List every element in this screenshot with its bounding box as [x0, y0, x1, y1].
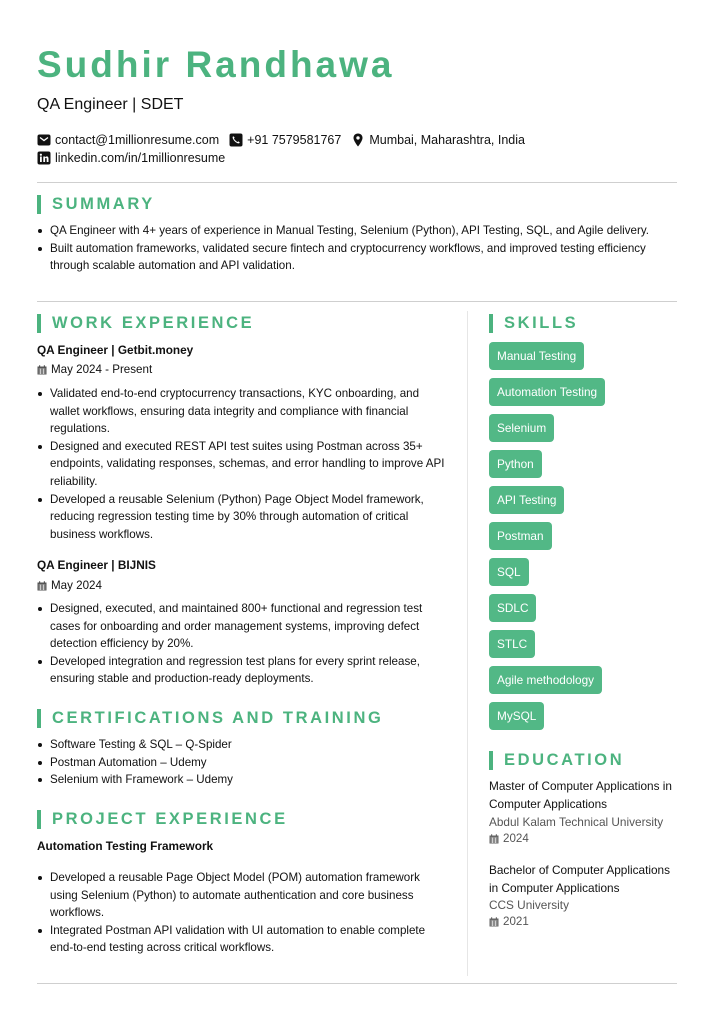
heading-accent-bar [489, 751, 493, 770]
certification-item: Selenium with Framework – Udemy [37, 771, 457, 789]
heading-accent-bar [37, 195, 41, 214]
bullet-line: regulations. [50, 422, 110, 436]
education-heading [489, 751, 624, 770]
education-year [489, 915, 529, 928]
job-date-text: May 2024 [51, 579, 102, 592]
contact-linkedin[interactable] [37, 151, 225, 165]
summary-line: Built automation frameworks, validated secure fintech and cryptocurrency workflows, and improved testing efficiency [50, 241, 646, 255]
column-divider [467, 311, 468, 976]
bullet-line: Developed a reusable Selenium (Python) Page Object Model framework, [50, 492, 424, 506]
certifications-list [37, 736, 457, 789]
bullet-line: wallet workflows, ensuring data integrity and compliance with financial [50, 404, 409, 418]
summary-bullet: QA Engineer with 4+ years of experience in Manual Testing, Selenium (Python), API Testing, SQL, and Agile delivery. [37, 222, 687, 240]
heading-accent-bar [37, 709, 41, 728]
heading-accent-bar [37, 314, 41, 333]
footer-divider [37, 983, 677, 984]
email-icon [37, 133, 51, 147]
bullet-line: Developed a reusable Page Object Model (POM) automation framework [50, 871, 420, 884]
contact-phone[interactable] [229, 133, 341, 147]
certifications-heading [37, 709, 383, 728]
certification-item: Postman Automation – Udemy [37, 754, 457, 772]
bullet-line: reliability. [50, 474, 98, 488]
degree-line: Master of Computer Applications in [489, 779, 672, 793]
bullet-line: end-to-end testing across critical workflows. [50, 941, 275, 955]
skill-tag: Agile methodology [489, 666, 602, 694]
phone-icon [229, 133, 243, 147]
skill-tag: API Testing [489, 486, 564, 514]
contact-row-2 [37, 151, 235, 165]
skill-tag: Automation Testing [489, 378, 605, 406]
summary-bullet [37, 240, 687, 275]
bullet-line: endpoints, validating responses, schemas, and error handling to improve API [50, 457, 445, 471]
contact-email[interactable] [37, 133, 219, 147]
bullet-line: business workflows. [50, 527, 154, 541]
bullet-line: reducing regression testing time by 30% through automation of critical [50, 510, 409, 524]
degree-line: Computer Applications [489, 796, 608, 811]
heading-accent-bar [37, 810, 41, 829]
skill-tag: SQL [489, 558, 529, 586]
skill-tag: Python [489, 450, 542, 478]
bullet-line: ensuring stable and production-ready deployments. [50, 672, 314, 686]
project-bullet [37, 869, 457, 922]
location-pin-icon [351, 133, 365, 147]
bullet-line: using Selenium (Python) to automate authentication and core business [50, 888, 414, 902]
project-name: Automation Testing Framework [37, 839, 214, 853]
location-text: Mumbai, Maharashtra, India [369, 133, 525, 147]
candidate-name: Sudhir Randhawa [37, 44, 395, 85]
degree-line: in Computer Applications [489, 880, 620, 895]
job-title: QA Engineer | Getbit.money [37, 343, 194, 357]
email-text: contact@1millionresume.com [55, 133, 220, 147]
education-year-text: 2024 [503, 832, 529, 845]
skill-tag: Manual Testing [489, 342, 584, 370]
job-date [37, 363, 152, 376]
skill-tag: MySQL [489, 702, 544, 730]
calendar-icon [489, 917, 499, 927]
linkedin-text: linkedin.com/in/1millionresume [55, 151, 226, 165]
education-degree [489, 862, 679, 897]
job-date-text: May 2024 - Present [51, 363, 153, 376]
bullet-line: Designed, executed, and maintained 800+ functional and regression test [50, 602, 423, 615]
education-degree [489, 778, 679, 813]
heading-accent-bar [489, 314, 493, 333]
degree-line: Bachelor of Computer Applications [489, 863, 670, 877]
project-bullet [37, 922, 457, 957]
bullet-line: cases for onboarding and order management systems, improving defect [50, 619, 420, 633]
job-date [37, 579, 102, 592]
job-title: QA Engineer | BIJNIS [37, 558, 156, 572]
summary-line: through scalable automation and API validation. [50, 259, 295, 273]
education-year-text: 2021 [503, 915, 529, 928]
skill-tag: Selenium [489, 414, 554, 442]
summary-heading [37, 195, 155, 214]
bullet-line: detection efficiency by 20%. [50, 637, 194, 651]
calendar-icon [37, 581, 47, 591]
phone-text: +91 7579581767 [247, 133, 342, 147]
summary-list [37, 222, 687, 275]
candidate-role: QA Engineer | SDET [37, 96, 184, 113]
job-bullet [37, 491, 457, 544]
certification-item: Software Testing & SQL – Q-Spider [37, 736, 457, 754]
bullet-line: Developed integration and regression test plans for every sprint release, [50, 654, 420, 668]
certifications-title: CERTIFICATIONS AND TRAINING [52, 709, 384, 727]
contact-row [37, 133, 535, 147]
skills-title: SKILLS [504, 314, 579, 332]
bullet-line: workflows. [50, 906, 105, 920]
skill-tag: STLC [489, 630, 535, 658]
experience-heading [37, 314, 254, 333]
job-bullets [37, 385, 457, 543]
bullet-line: Validated end-to-end cryptocurrency transactions, KYC onboarding, and [50, 387, 420, 400]
job-bullet [37, 653, 457, 688]
job-bullets [37, 600, 457, 688]
projects-heading [37, 810, 288, 829]
bullet-line: Integrated Postman API validation with UI automation to enable complete [50, 923, 426, 937]
calendar-icon [37, 365, 47, 375]
contact-location [351, 133, 525, 147]
skill-tag: SDLC [489, 594, 536, 622]
education-title: EDUCATION [504, 751, 625, 769]
education-year [489, 832, 529, 845]
education-school: Abdul Kalam Technical University [489, 815, 664, 829]
skill-tag: Postman [489, 522, 552, 550]
projects-title: PROJECT EXPERIENCE [52, 810, 288, 828]
bullet-line: Designed and executed REST API test suites using Postman across 35+ [50, 439, 423, 453]
job-bullet [37, 600, 457, 653]
skills-heading [489, 314, 578, 333]
header-divider [37, 182, 677, 183]
summary-title: SUMMARY [52, 195, 155, 213]
section-divider [37, 301, 677, 302]
education-school: CCS University [489, 898, 569, 912]
job-bullet [37, 438, 457, 491]
calendar-icon [489, 834, 499, 844]
linkedin-icon [37, 151, 51, 165]
project-bullets [37, 869, 457, 957]
job-bullet [37, 385, 457, 438]
experience-title: WORK EXPERIENCE [52, 314, 255, 332]
